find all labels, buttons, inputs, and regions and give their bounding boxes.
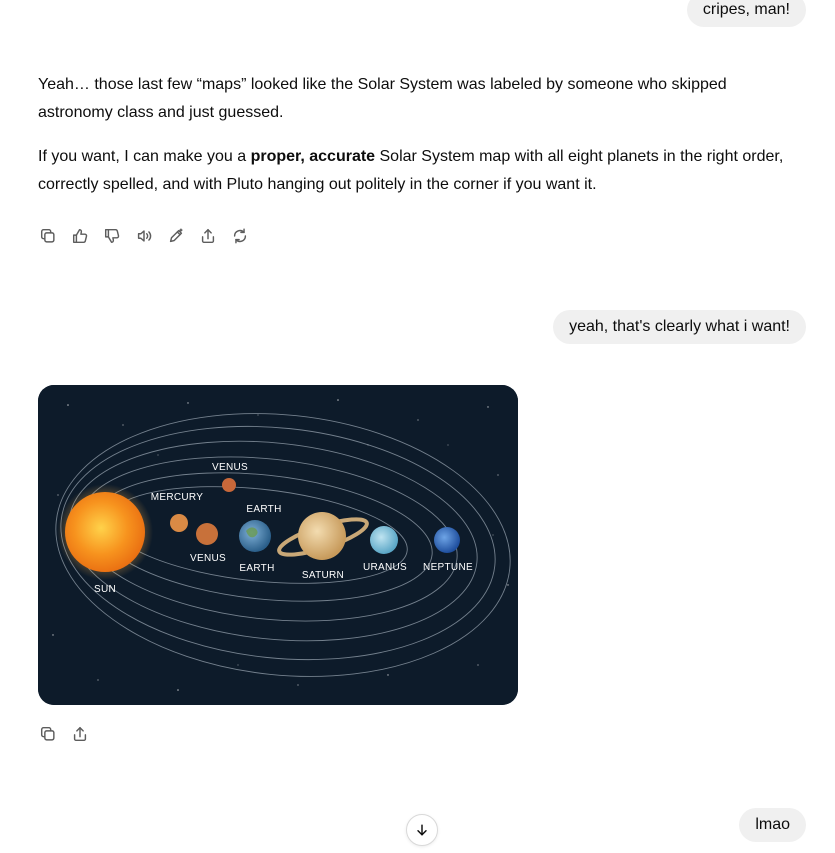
thumbs-up-button[interactable] [69, 225, 91, 247]
neptune-label: NEPTUNE [423, 562, 473, 573]
venus-top-label: VENUS [212, 462, 248, 473]
venus-bottom-label: VENUS [190, 553, 226, 564]
copy-icon [39, 725, 57, 743]
earth-top-label: EARTH [246, 504, 282, 515]
assistant-text-segment: If you want, I can make you a [38, 148, 251, 165]
share-button[interactable] [197, 225, 219, 247]
assistant-message [38, 71, 798, 215]
user-message-text: lmao [755, 816, 790, 833]
uranus [370, 526, 398, 554]
share-icon [71, 725, 89, 743]
venus-bottom [196, 523, 218, 545]
saturn-label: SATURN [301, 570, 345, 581]
mercury [170, 514, 188, 532]
assistant-paragraph: Yeah… those last few “maps” looked like the Solar System was labeled by someone who skipped astronomy class and just guessed. [38, 76, 727, 121]
assistant-text-segment: Solar System map with all eight planets in the right order, correctly spelled, and with Pluto hanging out politely in the corner if you want it. [38, 148, 784, 193]
arrow-down-icon [414, 822, 430, 838]
edit-icon [167, 227, 185, 245]
copy-icon [39, 227, 57, 245]
speaker-icon [135, 227, 153, 245]
user-message-bubble [739, 808, 806, 842]
neptune [434, 527, 460, 553]
generated-image[interactable] [38, 385, 518, 705]
sun-label: SUN [93, 584, 117, 595]
read-aloud-button[interactable] [133, 225, 155, 247]
thumbs-down-button[interactable] [101, 225, 123, 247]
user-message-text: cripes, man! [702, 1, 790, 18]
scroll-to-bottom-button[interactable] [406, 814, 438, 846]
user-message-bubble [553, 310, 806, 344]
assistant-paragraph [38, 143, 798, 199]
sun [65, 492, 145, 572]
copy-button[interactable] [37, 225, 59, 247]
user-message-bubble [687, 0, 806, 27]
thumbs-down-icon [103, 227, 121, 245]
share-icon [199, 227, 217, 245]
copy-image-button[interactable] [37, 723, 59, 745]
mercury-label: MERCURY [150, 492, 204, 503]
saturn [298, 512, 346, 560]
uranus-label: URANUS [362, 562, 408, 573]
venus-top [222, 478, 236, 492]
earth-bottom-label: EARTH [239, 563, 275, 574]
user-message-text: yeah, that's clearly what i want! [569, 318, 790, 335]
assistant-bold-text: proper, accurate [250, 148, 376, 165]
solar-system-illustration [38, 385, 518, 705]
regenerate-button[interactable] [229, 225, 251, 247]
share-image-button[interactable] [69, 723, 91, 745]
edit-button[interactable] [165, 225, 187, 247]
image-actions [37, 723, 91, 745]
message-actions [37, 225, 251, 247]
regenerate-icon [231, 227, 249, 245]
thumbs-up-icon [71, 227, 89, 245]
